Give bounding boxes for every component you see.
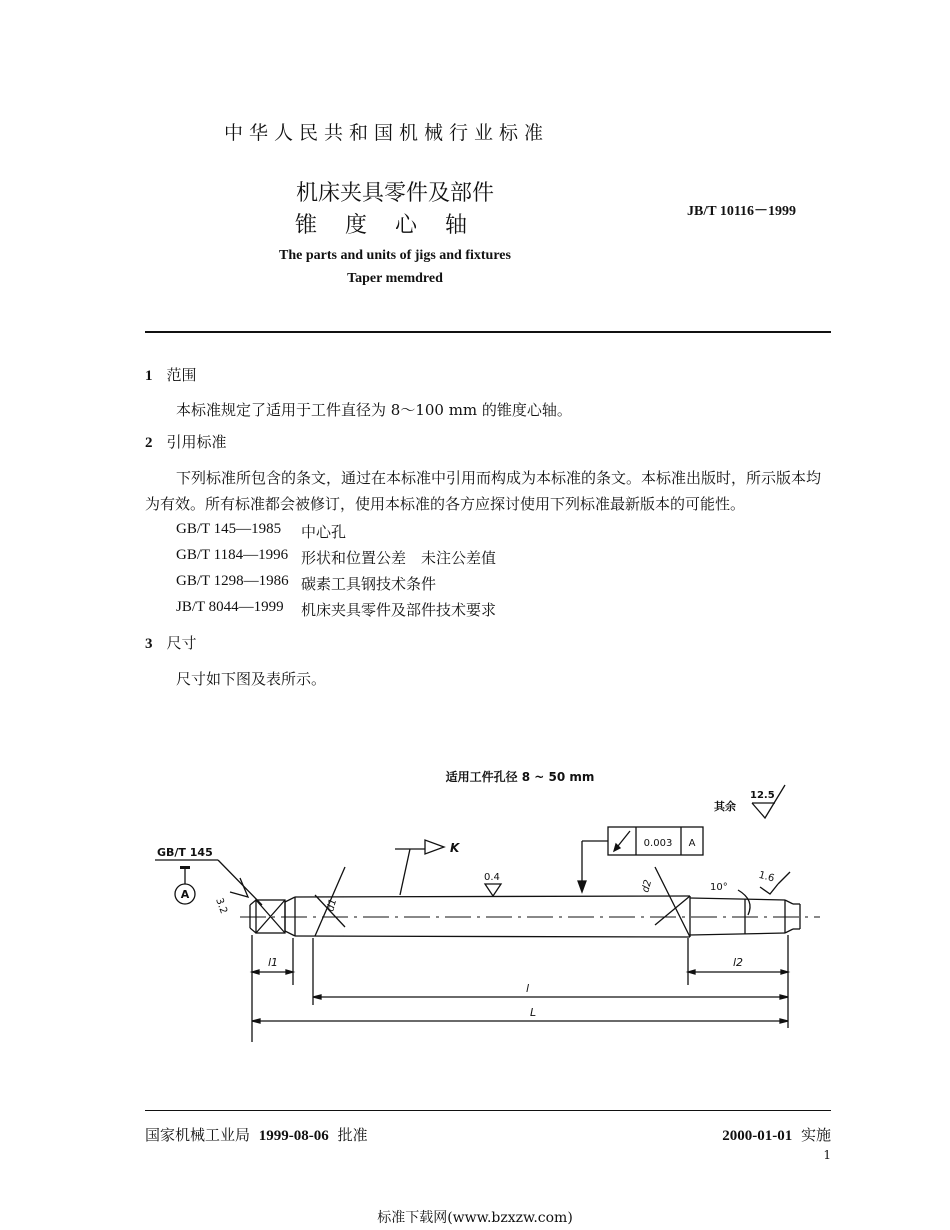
reference-title: 碳素工具钢技术条件 xyxy=(301,575,437,593)
angle-label: 10° xyxy=(710,882,728,893)
roughness-mid: 0.4 xyxy=(484,872,500,883)
implementation-line: 2000-01-01 实施 xyxy=(722,1126,831,1144)
page-number: 1 xyxy=(823,1148,831,1162)
dim-l2: l2 xyxy=(733,956,744,969)
surface-symbol-icon xyxy=(425,840,444,854)
surface-label: K xyxy=(450,841,460,855)
dim-l: l xyxy=(526,982,530,995)
dim-l1: l1 xyxy=(268,956,279,969)
center-hole-ref: GB/T 145 xyxy=(157,846,213,859)
section-3-body: 尺寸如下图及表所示。 xyxy=(176,670,327,688)
section-3-heading: 3 尺寸 xyxy=(145,634,197,652)
reference-code: GB/T 1184—1996 xyxy=(176,547,289,563)
title-line-2: 锥度心轴 xyxy=(294,213,495,238)
footer-rule xyxy=(145,1110,831,1111)
reference-title: 机床夹具零件及部件技术要求 xyxy=(301,601,497,619)
dim-L: L xyxy=(530,1006,537,1019)
issuing-agency: 中华人民共和国机械行业标准 xyxy=(224,122,550,144)
download-site[interactable]: 标准下载网(www.bzxzw.com) xyxy=(377,1210,573,1226)
rest-roughness-value: 12.5 xyxy=(750,790,775,801)
roughness-right: 1.6 xyxy=(757,869,776,885)
title-line-1: 机床夹具零件及部件 xyxy=(295,181,494,206)
rest-label: 其余 xyxy=(714,800,736,813)
drawing-caption: 适用工件孔径 8 ~ 50 mm xyxy=(445,770,595,784)
section-2-body: 下列标准所包含的条文，通过在本标准中引用而构成为本标准的条文。本标准出版时，所示版本均为有效。所有标准都会被修订，使用本标准的各方应探讨使用下列标准最新版本的可能性。 xyxy=(145,469,822,513)
reference-code: GB/T 1298—1986 xyxy=(176,573,289,589)
section-1-body: 本标准规定了适用于工件直径为 8～100 mm 的锥度心轴。 xyxy=(176,401,572,419)
tolerance-value: 0.003 xyxy=(643,838,673,849)
roughness-left: 3.2 xyxy=(213,896,229,916)
section-2-heading: 2 引用标准 xyxy=(145,433,227,451)
standard-code: JB/T 10116－1999 xyxy=(687,204,797,219)
datum-label: A xyxy=(180,888,190,901)
reference-title: 形状和位置公差 未注公差值 xyxy=(301,549,497,567)
reference-code: JB/T 8044—1999 xyxy=(176,599,284,615)
tolerance-datum: A xyxy=(688,838,696,849)
section-1-heading: 1 范围 xyxy=(145,366,197,384)
dim-d2: d2 xyxy=(640,878,655,894)
english-title-2: Taper memdred xyxy=(347,271,443,286)
reference-title: 中心孔 xyxy=(301,523,347,541)
approval-line: 国家机械工业局 1999-08-06 批准 xyxy=(145,1126,368,1144)
dim-d1: d1 xyxy=(325,897,340,913)
english-title-1: The parts and units of jigs and fixtures xyxy=(279,248,511,263)
reference-code: GB/T 145—1985 xyxy=(176,521,282,537)
